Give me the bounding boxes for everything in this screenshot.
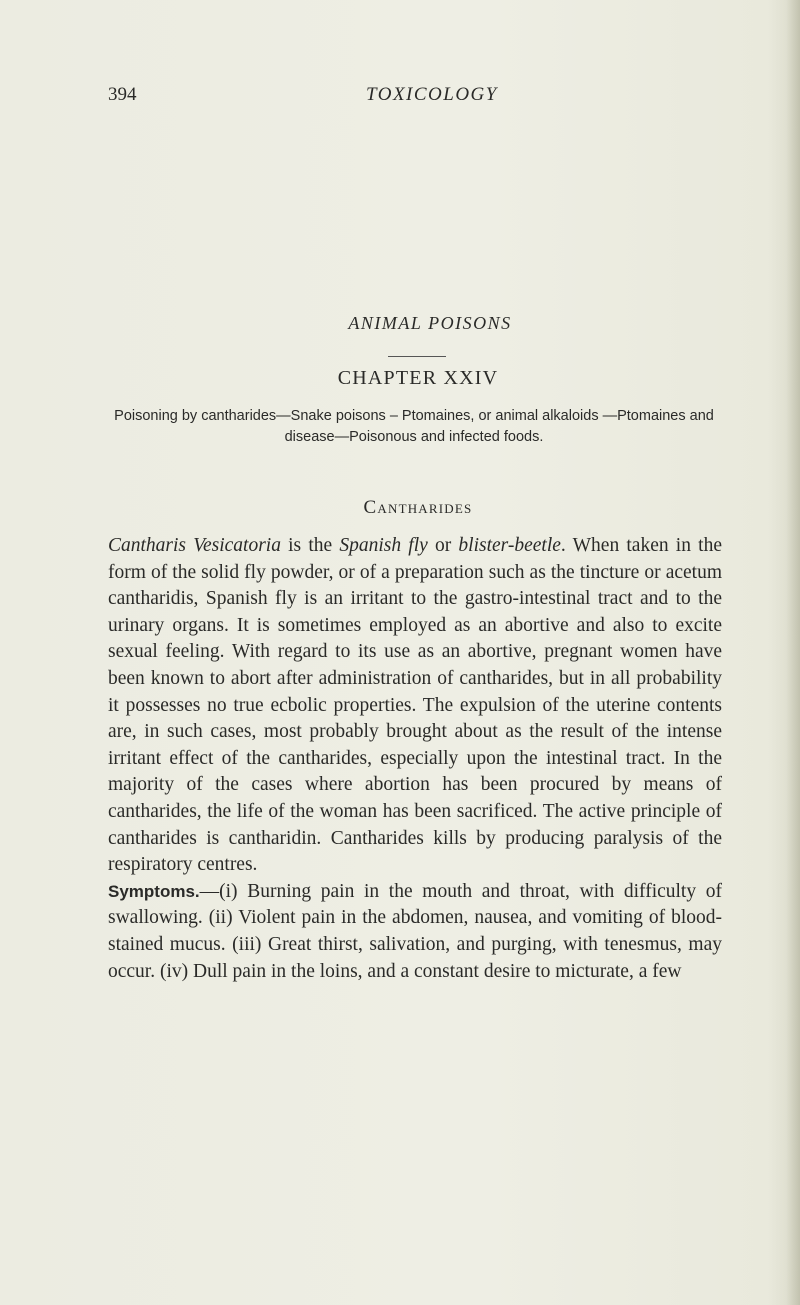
paragraph-text: . When taken in the form of the solid fly powder, or of a preparation such as the tincture or acetum cantharidis, Spanish fly is an irritant to the gastro-intestinal tract and to the urinary organs. It is sometimes employed as an abortive and also to excite sexual feeling. With regard to its use as an abortive, pregnant women have been known to abort after administration of cantharides, but in all probability it possesses no true ecbolic properties. The expulsion of the uterine contents are, in such cases, most probably brought about as the result of the intense irritant effect of the cantharides, especially upon the intestinal tract. In the majority of the cases where abortion has been procured by means of cantharides, the life of the woman has been sacrificed. The active principle of cantharides is cantharidin. Cantharides kills by producing paralysis of the respiratory centres. xyxy=(108,535,722,876)
divider-rule xyxy=(388,356,446,357)
paragraph-text: is the xyxy=(280,535,340,556)
symptoms-heading: Symptoms. xyxy=(108,881,200,901)
paragraph-symptoms xyxy=(108,879,722,985)
term-blister-beetle: blister-beetle xyxy=(458,535,561,556)
paragraph-text: or xyxy=(427,535,459,556)
running-head xyxy=(108,84,720,110)
symptoms-text: —(i) Burning pain in the mouth and throat, with difficulty of swallowing. (ii) Violent pain in the abdomen, nausea, and vomiting of blood-stained mucus. (iii) Great thirst, salivation, and purging, with tenesmus, may occur. (iv) Dull pain in the loins, and a constant desire to micturate, a few xyxy=(108,880,722,982)
page-edge-shadow xyxy=(786,0,800,1305)
subheading-cantharides: Cantharides xyxy=(363,497,473,518)
paragraph-cantharis xyxy=(108,533,722,879)
page-number: 394 xyxy=(108,84,137,105)
term-spanish-fly: Spanish fly xyxy=(339,535,428,556)
running-title: TOXICOLOGY xyxy=(366,84,498,105)
chapter-title: CHAPTER XXIV xyxy=(337,367,499,389)
section-title: ANIMAL POISONS xyxy=(348,313,512,333)
term-cantharis-vesicatoria: Cantharis Vesicatoria xyxy=(108,535,281,556)
chapter-summary: Poisoning by cantharides—Snake poisons – Ptomaines, or animal alkaloids —Ptomaines and disease—Poisonous and infected foods. xyxy=(114,408,714,445)
body-text xyxy=(108,533,722,985)
